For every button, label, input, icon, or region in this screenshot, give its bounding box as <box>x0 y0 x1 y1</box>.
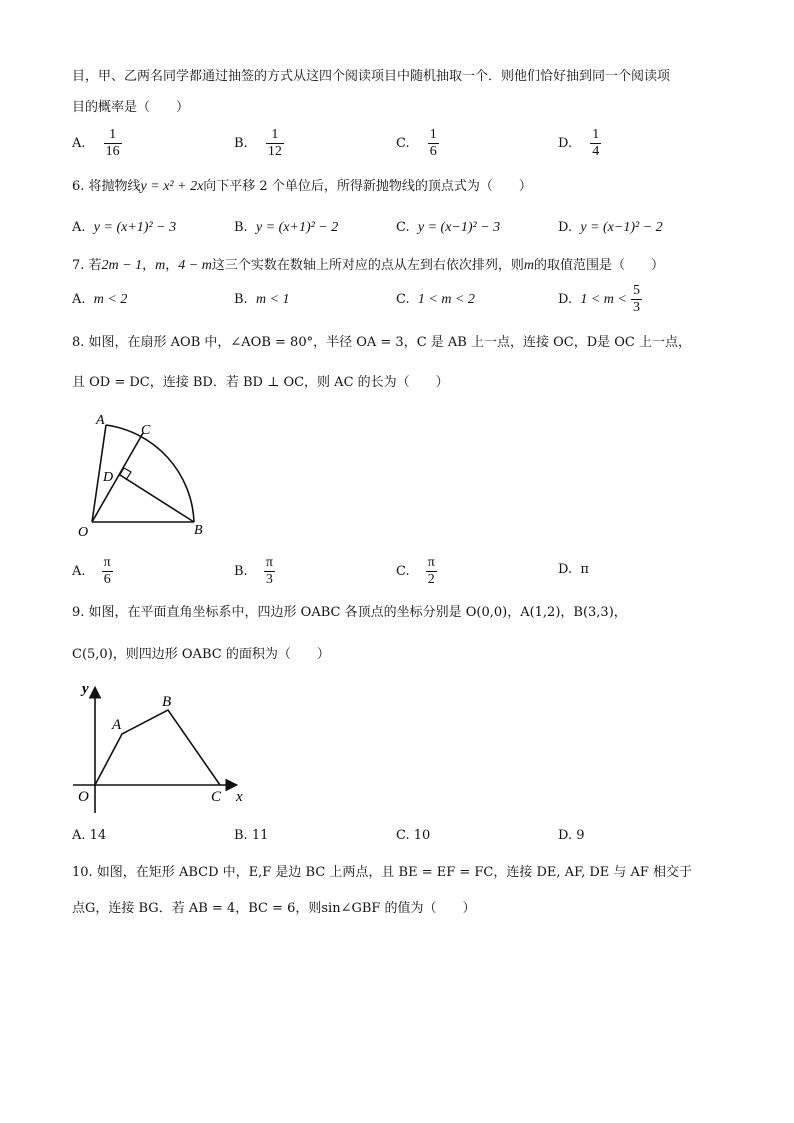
sector-figure <box>70 408 220 538</box>
q6-option-c: C. y = (x−1)² − 3 <box>396 220 501 235</box>
question-8-text-line1: 8. 如图，在扇形 AOB 中，∠AOB = 80°，半径 OA = 3，C 是 AB 上一点，连接 OC，D是 OC 上一点， <box>72 335 692 350</box>
q7-option-a: A. m < 2 <box>72 292 128 307</box>
fraction: $\frac{\pi}{6}$ <box>103 555 111 587</box>
label-d: D <box>103 470 114 485</box>
q5-option-a <box>72 127 122 160</box>
label-a: A <box>112 717 122 733</box>
label-o: O <box>78 789 89 805</box>
q8-option-b: B. $\frac{\pi}{3}$ <box>234 555 273 587</box>
label-c: C <box>141 423 151 438</box>
question-6-text: 6. 将抛物线y = x² + 2x向下平移 2 个单位后，所得新抛物线的顶点式为（ ） <box>72 179 532 194</box>
q5-option-b <box>234 127 284 160</box>
q9-option-d: D. 9 <box>558 828 585 843</box>
math-expression: y = (x−1)² − 3 <box>417 220 501 235</box>
segment-bd <box>120 475 194 522</box>
q9-option-a: A. 14 <box>72 828 107 843</box>
option-letter: D. <box>558 136 573 151</box>
q7-option-b: B. m < 1 <box>234 292 290 307</box>
segment-oc <box>92 433 143 522</box>
fraction: $\frac{1}{4}$ <box>592 127 600 159</box>
fraction: $\frac{1}{12}$ <box>267 127 282 159</box>
q9-option-c: C. 10 <box>396 828 431 843</box>
label-x: x <box>236 789 243 805</box>
option-letter: C. <box>396 136 410 151</box>
label-a: A <box>96 413 105 428</box>
math-expression: y = x² + 2x <box>140 179 204 194</box>
q8-option-d: D. π <box>558 562 589 577</box>
label-y: y <box>82 681 89 697</box>
label-o: O <box>78 525 89 538</box>
math-expression: y = (x+1)² − 3 <box>93 220 177 235</box>
q8-option-a: A. $\frac{\pi}{6}$ <box>72 555 111 587</box>
option-letter: A. <box>72 136 86 151</box>
q6-option-a: A. y = (x+1)² − 3 <box>72 220 177 235</box>
question-9-text-line2: C(5,0)，则四边形 OABC 的面积为（ ） <box>72 647 330 662</box>
q5-option-c <box>396 127 439 160</box>
math-expression: 1 < m < 2 <box>417 292 475 307</box>
q7-option-c: C. 1 < m < 2 <box>396 292 475 307</box>
label-c: C <box>211 789 222 805</box>
label-b: B <box>162 694 172 710</box>
q9-option-b: B. 11 <box>234 828 269 843</box>
math-expression: 1 < m < <box>580 292 627 307</box>
fraction: $\frac{1}{6}$ <box>429 127 437 159</box>
q6-option-b: B. y = (x+1)² − 2 <box>234 220 339 235</box>
question-7-text: 7. 若2m − 1，m，4 − m这三个实数在数轴上所对应的点从左到右依次排列，则m的取值范围是（ ） <box>72 258 664 273</box>
question-8-text-line2: 且 OD = DC，连接 BD．若 BD ⊥ OC，则 AC 的长为（ ） <box>72 375 449 390</box>
question-5-text-line2: 目的概率是（ ） <box>72 100 190 115</box>
fraction: $\frac{5}{3}$ <box>633 283 641 315</box>
q6-option-d: D. y = (x−1)² − 2 <box>558 220 663 235</box>
question-5-text-line1: 目，甲、乙两名同学都通过抽签的方式从这四个阅读项目中随机抽取一个．则他们恰好抽到同一个阅读项 <box>72 69 671 84</box>
q5-option-d <box>558 127 601 160</box>
math-expression: m < 2 <box>93 292 128 307</box>
label-b: B <box>194 523 203 538</box>
math-expression: y = (x−1)² − 2 <box>580 220 663 235</box>
option-letter: B. <box>234 136 248 151</box>
fraction: $\frac{1}{16}$ <box>105 127 120 159</box>
q8-option-c: C. $\frac{\pi}{2}$ <box>396 555 435 587</box>
question-10-text-line2: 点G，连接 BG．若 AB = 4，BC = 6，则sin∠GBF 的值为（ ） <box>72 901 476 916</box>
fraction: $\frac{\pi}{3}$ <box>265 555 273 587</box>
q7-option-d: D. 1 < m < $\frac{5}{3}$ <box>558 283 641 315</box>
math-expression: m < 1 <box>255 292 290 307</box>
question-10-text-line1: 10. 如图，在矩形 ABCD 中，E,F 是边 BC 上两点，且 BE = EF = FC，连接 DE, AF, DE 与 AF 相交于 <box>72 865 693 880</box>
question-9-text-line1: 9. 如图，在平面直角坐标系中，四边形 OABC 各顶点的坐标分别是 O(0,0)，A(1,2)，B(3,3)， <box>72 605 627 620</box>
coordinate-figure <box>70 675 250 815</box>
math-expression: y = (x+1)² − 2 <box>255 220 339 235</box>
fraction: $\frac{\pi}{2}$ <box>427 555 435 587</box>
